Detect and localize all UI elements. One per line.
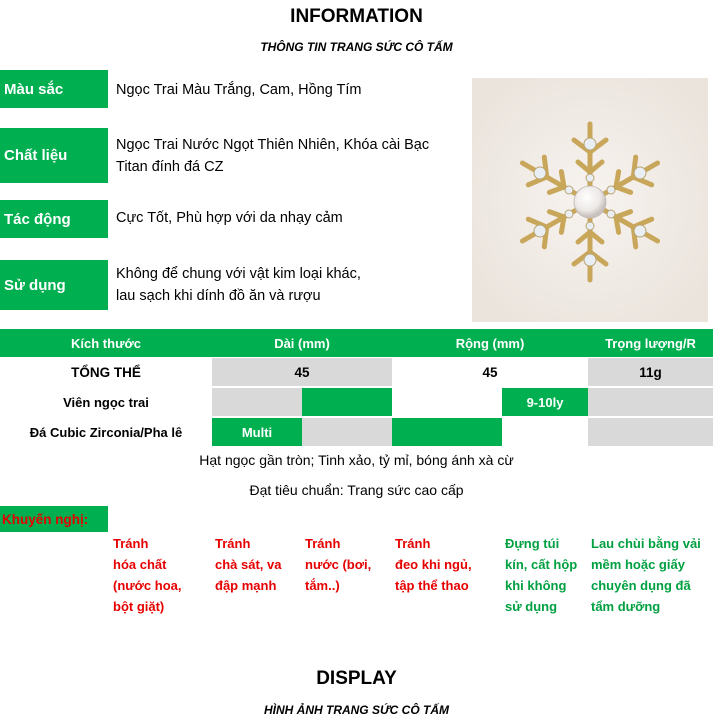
recommendation-item: Tránh hóa chất (nước hoa, bột giặt) <box>113 536 182 614</box>
row-pearl-label: Viên ngọc trai <box>63 394 149 410</box>
header-width: Rộng (mm) <box>392 329 588 357</box>
row-pearl-size: 9-10ly <box>502 388 588 416</box>
value-usage: Không để chung với vật kim loại khác, lau sạch khi dính đồ ăn và rượu <box>116 266 361 304</box>
snowflake-brooch-icon <box>472 78 708 322</box>
page-title: INFORMATION <box>290 6 423 27</box>
recommendation-item: Tránh chà sát, va đập mạnh <box>215 536 282 593</box>
row-stone-cell <box>302 418 392 446</box>
row-pearl-cell <box>392 388 502 416</box>
page-subtitle: THÔNG TIN TRANG SỨC CÔ TẤM <box>260 40 453 54</box>
label-usage: Sử dụng <box>0 260 108 310</box>
product-image <box>472 78 708 322</box>
display-title: DISPLAY <box>316 668 397 689</box>
row-stone-cell <box>392 418 502 446</box>
row-overall-width: 45 <box>482 364 498 380</box>
dimension-table <box>0 326 713 446</box>
row-stone-cell <box>502 418 588 446</box>
value-color: Ngọc Trai Màu Trắng, Cam, Hồng Tím <box>116 82 362 98</box>
recommendation-item: Đựng túi kín, cất hộp khi không sử dụng <box>505 536 578 614</box>
label-color: Màu sắc <box>0 70 108 108</box>
note-quality: Hạt ngọc gần tròn; Tinh xảo, tỷ mỉ, bóng ánh xà cừ <box>199 452 514 468</box>
row-stone-label: Đá Cubic Zirconia/Pha lê <box>29 424 183 440</box>
row-pearl-cell <box>302 388 392 416</box>
header-length: Dài (mm) <box>212 329 392 357</box>
recommendation-item: Lau chùi bằng vải mềm hoặc giấy chuyên dụng đã tẩm dưỡng <box>591 536 701 614</box>
row-overall-label: TỔNG THỂ <box>71 364 141 380</box>
recommendation-item: Tránh đeo khi ngủ, tập thể thao <box>395 536 472 593</box>
display-subtitle: HÌNH ẢNH TRANG SỨC CÔ TẤM <box>263 703 450 717</box>
label-effect: Tác động <box>0 200 108 238</box>
header-weight: Trọng lượng/R <box>588 329 713 357</box>
row-stone-cell <box>588 418 713 446</box>
label-material: Chất liệu <box>0 128 108 183</box>
header-size: Kích thước <box>0 329 212 357</box>
note-standard: Đạt tiêu chuẩn: Trang sức cao cấp <box>249 482 464 498</box>
row-overall-length: 45 <box>212 358 392 386</box>
row-stone-value: Multi <box>212 418 302 446</box>
value-material: Ngọc Trai Nước Ngọt Thiên Nhiên, Khóa cài Bạc Titan đính đá CZ <box>116 137 430 175</box>
row-pearl-cell <box>212 388 302 416</box>
value-effect: Cực Tốt, Phù hợp với da nhạy cảm <box>116 210 343 226</box>
row-overall-weight: 11g <box>588 358 713 386</box>
recommendation-item: Tránh nước (bơi, tắm..) <box>305 536 372 593</box>
recommendation-label: Khuyến nghị: <box>2 512 89 527</box>
row-pearl-cell <box>588 388 713 416</box>
